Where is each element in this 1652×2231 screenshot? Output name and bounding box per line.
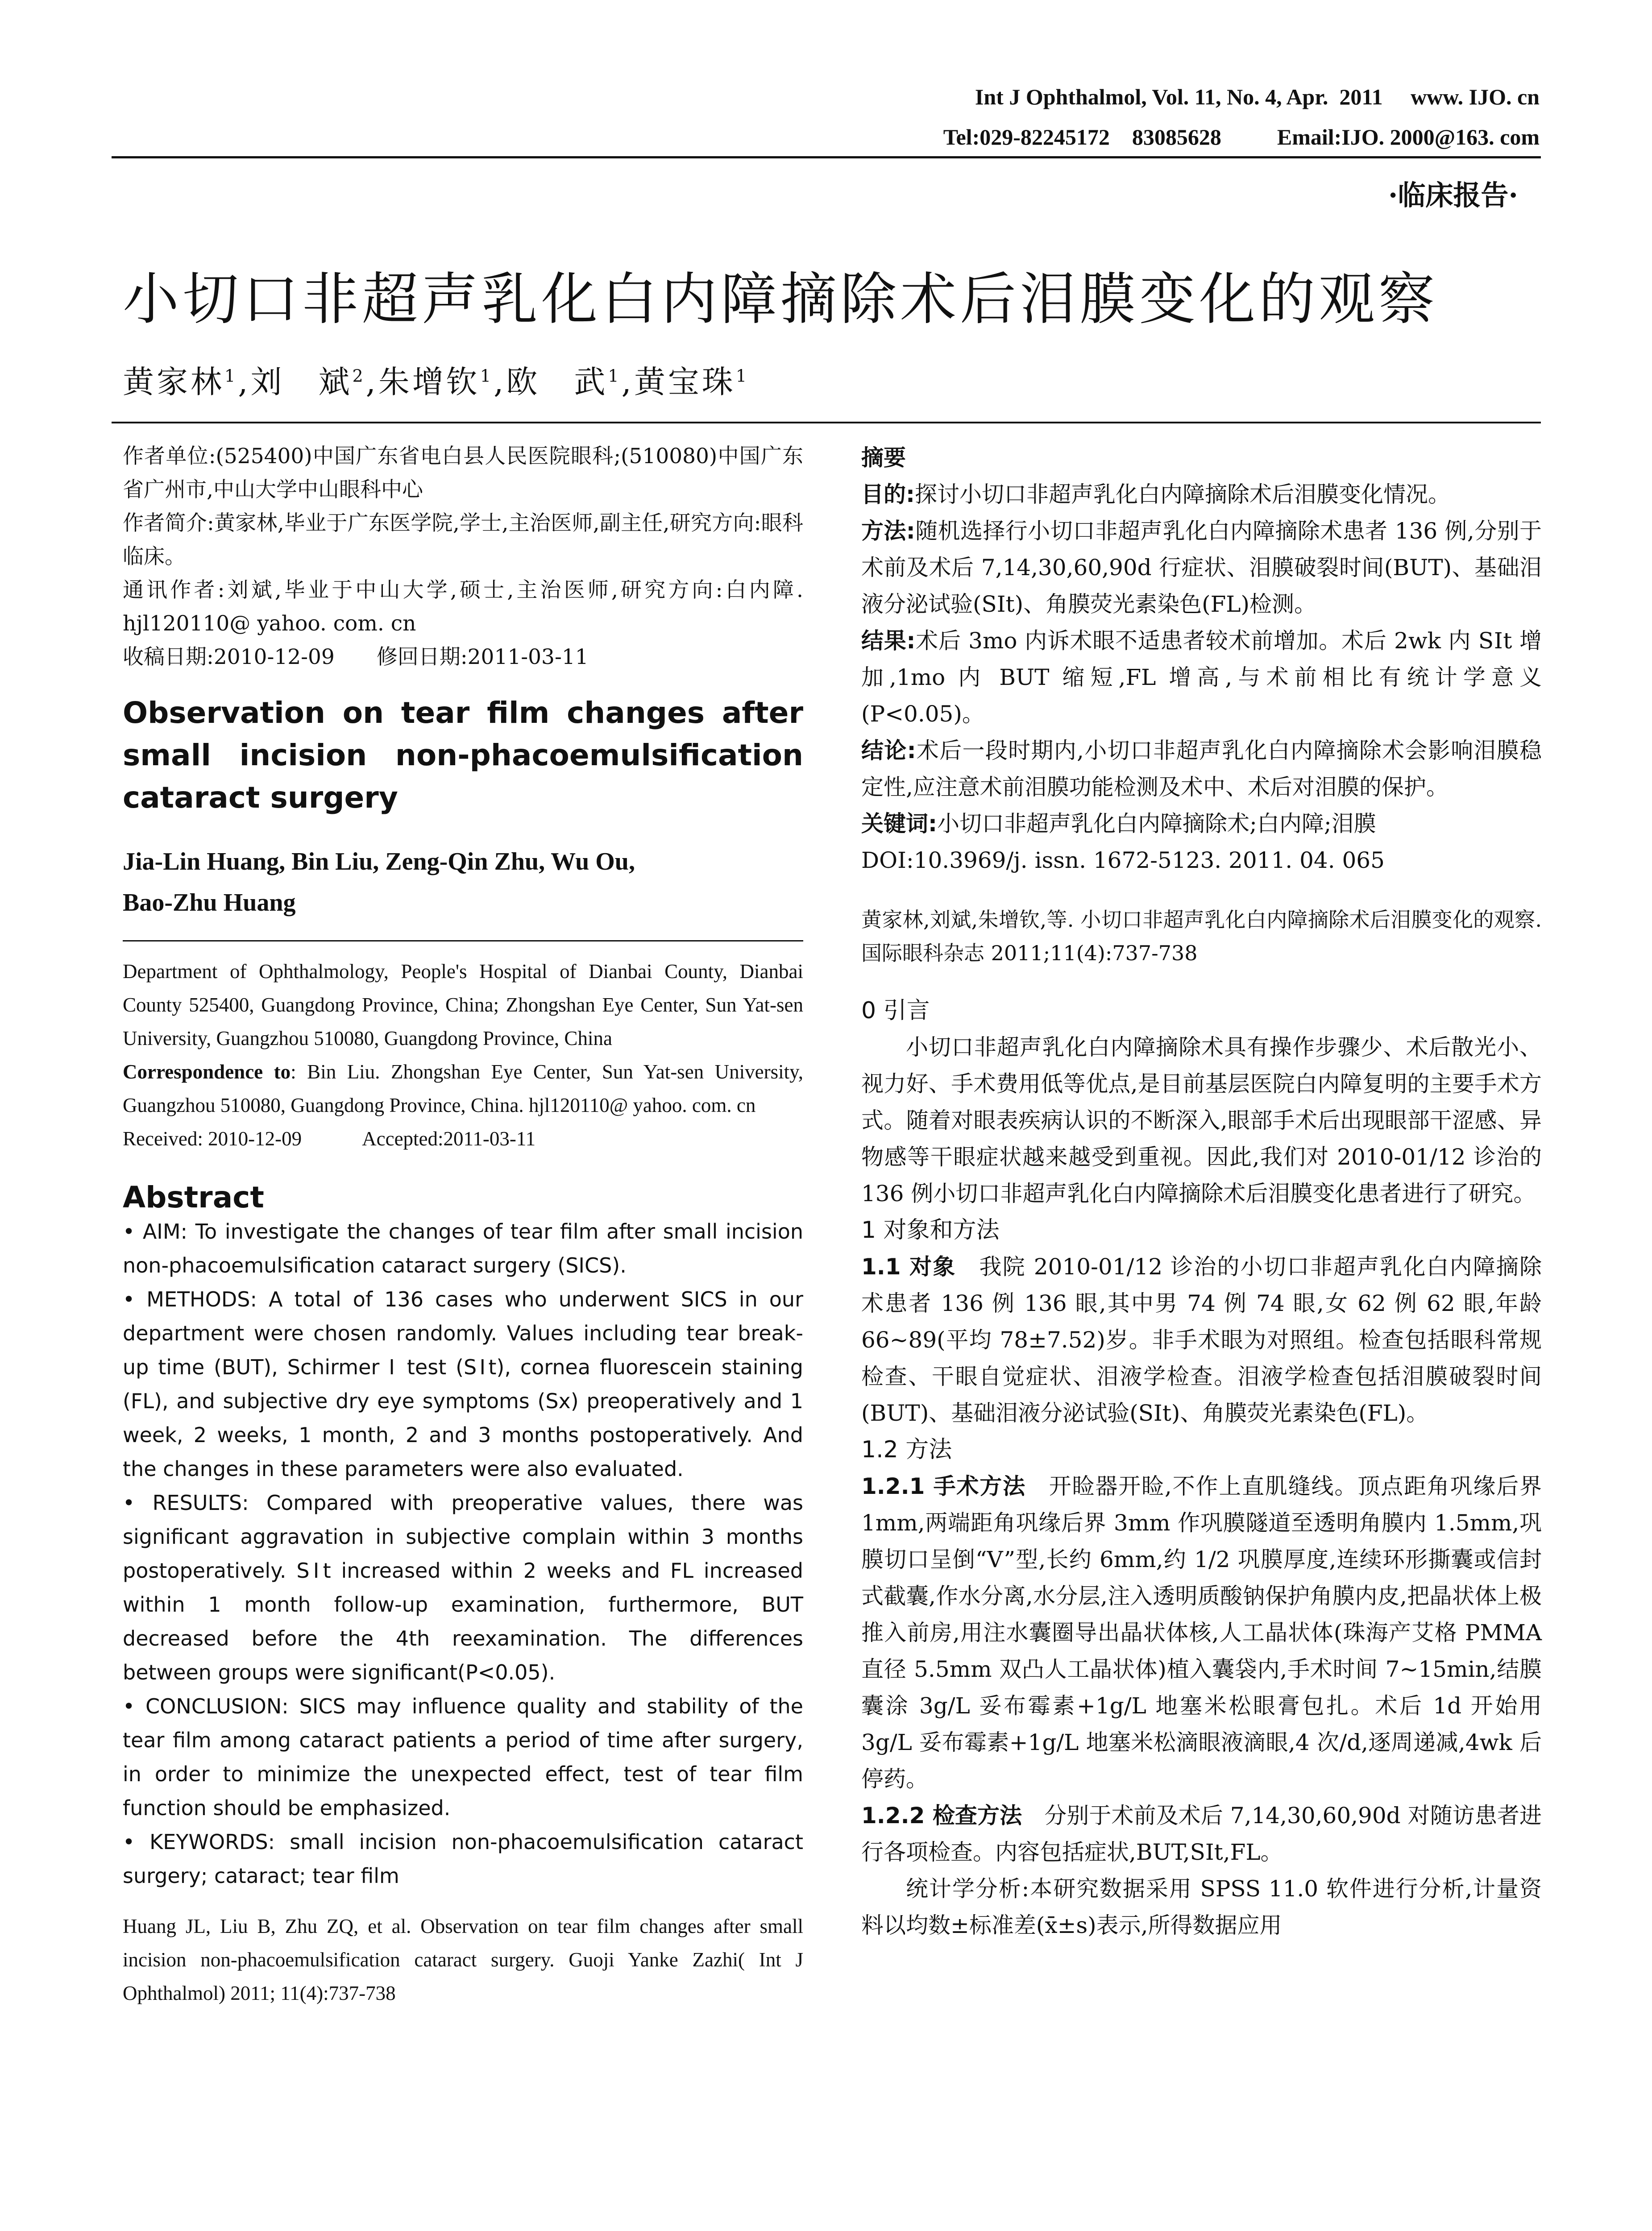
citation-cn: 黄家林,刘斌,朱增钦,等. 小切口非超声乳化白内障摘除术后泪膜变化的观察. 国际眼科杂志 2011;11(4):737-738 xyxy=(861,908,1542,965)
author-affiliation-mark: 1 xyxy=(224,366,238,386)
section12-heading: 1.2 方法 xyxy=(861,1436,952,1463)
conclusion-label: 结论: xyxy=(861,738,916,763)
abstract-results: • RESULTS: Compared with preoperative values, there was significant aggravation in subjective complain within 3 months postoperatively. SⅠt increased within 2 weeks and FL increased within 1 month follow-up examination, furthermore, BUT decreased before the 4th reexamination. The differences between groups were significant(P<0.05). xyxy=(123,1491,803,1684)
received-accepted: Received: 2010-12-09 Accepted:2011-03-11 xyxy=(123,1128,536,1150)
author-unit: 作者单位:(525400)中国广东省电白县人民医院眼科;(510080)中国广东省广州市,中山大学中山眼科中心 xyxy=(123,444,803,502)
section121-text: 开睑器开睑,不作上直肌缝线。顶点距角巩缘后界 1mm,两端距角巩缘后界 3mm 作巩膜隧道至透明角膜内 1.5mm,巩膜切口呈倒“V”型,长约 6mm,约 1/2 巩膜厚度,连续环形撕囊或信封式截囊,作水分离,水分层,注入透明质酸钠保护角膜内皮,把晶状体上极推入前房,用注水囊圈导出晶状体核,人工晶状体(珠海产艾格 PMMA 直径 5.5mm 双凸人工晶状体)植入囊袋内,手术时间 7~15min,结膜囊涂 3g/L 妥布霉素+1g/L 地塞米松眼膏包扎。术后 1d 开始用 3g/L 妥布霉素+1g/L 地塞米松滴眼液滴眼,4 次/d,逐周递减,4wk 后停药。 xyxy=(861,1473,1542,1792)
abstract-cn-label: 摘要 xyxy=(861,445,906,471)
keywords-text: 小切口非超声乳化白内障摘除术;白内障;泪膜 xyxy=(937,811,1376,837)
correspondence-text: : Bin Liu. Zhongshan Eye Center, Sun Yat-sen University, Guangzhou 510080, Guangdong Province, China. hjl120110@ yahoo. com. cn xyxy=(123,1061,803,1116)
author-bio: 作者简介:黄家林,毕业于广东医学院,学士,主治医师,副主任,研究方向:眼科临床。 xyxy=(123,511,803,569)
article-title: 小切口非超声乳化白内障摘除术后泪膜变化的观察 xyxy=(123,266,1438,332)
author-separator: , xyxy=(238,364,251,400)
journal-header-line1: Int J Ophthalmol, Vol. 11, No. 4, Apr. 2011 www. IJO. cn xyxy=(975,84,1540,109)
author-name-cn: 黄宝珠 xyxy=(634,364,736,400)
corresponding-author: 通讯作者:刘斌,毕业于中山大学,硕士,主治医师,研究方向:白内障. hjl120110@ yahoo. com. cn xyxy=(123,578,803,636)
section-label: ·临床报告· xyxy=(1388,179,1518,211)
title-rule xyxy=(112,422,1541,423)
results-text: 术后 3mo 内诉术眼不适患者较术前增加。术后 2wk 内 SⅠt 增加,1mo 内 BUT 缩短,FL 增高,与术前相比有统计学意义(P<0.05)。 xyxy=(861,628,1542,727)
section121-label: 1.2.1 手术方法 xyxy=(861,1473,1026,1499)
english-authors-line2: Bao-Zhu Huang xyxy=(123,889,296,916)
correspondence-label: Correspondence to xyxy=(123,1061,291,1083)
section11-label: 1.1 对象 xyxy=(861,1254,956,1280)
methods-label: 方法: xyxy=(861,518,915,544)
author-name-cn: 刘 斌 xyxy=(250,364,353,400)
abstract-keywords: • KEYWORDS: small incision non-phacoemulsification cataract surgery; cataract; tear film xyxy=(123,1830,803,1888)
author-affiliation-mark: 2 xyxy=(352,366,366,386)
keywords-paragraph xyxy=(861,805,1542,842)
author-affiliation-mark: 1 xyxy=(608,366,622,386)
author-affiliation-mark: 1 xyxy=(480,366,494,386)
objective-paragraph xyxy=(861,476,1542,513)
author-name-cn: 黄家林 xyxy=(123,364,224,400)
left-column xyxy=(123,440,803,2010)
author-separator: , xyxy=(494,364,506,400)
received-dates-cn: 收稿日期:2010-12-09 修回日期:2011-03-11 xyxy=(123,645,589,669)
intro-heading: 0 引言 xyxy=(861,997,930,1024)
author-name-cn: 欧 武 xyxy=(506,364,608,400)
section11-paragraph xyxy=(861,1248,1542,1431)
author-separator: , xyxy=(365,364,378,400)
header-rule xyxy=(112,156,1541,158)
section122-text: 分别于术前及术后 7,14,30,60,90d 对随访患者进行各项检查。内容包括症状,BUT,SⅠt,FL。 xyxy=(861,1803,1542,1865)
english-authors-line1: Jia-Lin Huang, Bin Liu, Zeng-Qin Zhu, Wu Ou, xyxy=(123,848,635,875)
abstract-heading: Abstract xyxy=(123,1180,264,1215)
abstract-conclusion: • CONCLUSION: SICS may influence quality and stability of the tear film among cataract patients a period of time after surgery, in order to minimize the unexpected effect, test of tear film function should be emphasized. xyxy=(123,1694,803,1820)
abstract-aim: • AIM: To investigate the changes of tear film after small incision non-phacoemulsification cataract surgery (SICS). xyxy=(123,1219,803,1277)
author-affiliation-mark: 1 xyxy=(735,366,749,386)
objective-text: 探讨小切口非超声乳化白内障摘除术后泪膜变化情况。 xyxy=(915,481,1450,507)
english-abstract xyxy=(123,1215,803,1893)
section122-paragraph xyxy=(861,1797,1542,1870)
right-column xyxy=(861,440,1542,1944)
results-paragraph xyxy=(861,622,1542,732)
results-label: 结果: xyxy=(861,628,916,654)
author-list-cn xyxy=(123,357,749,402)
correspondence xyxy=(123,1055,803,1122)
affiliation-divider xyxy=(123,940,803,941)
citation-english: Huang JL, Liu B, Zhu ZQ, et al. Observation on tear film changes after small incision non-phacoemulsification cataract surgery. Guoji Yanke Zazhi( Int J Ophthalmol) 2011; 11(4):737-738 xyxy=(123,1915,803,2004)
section122-label: 1.2.2 检查方法 xyxy=(861,1803,1022,1829)
intro-text: 小切口非超声乳化白内障摘除术具有操作步骤少、术后散光小、视力好、手术费用低等优点,是目前基层医院白内障复明的主要手术方式。随着对眼表疾病认识的不断深入,眼部手术后出现眼部干涩感、异物感等干眼症状越来越受到重视。因此,我们对 2010-01/12 诊治的 136 例小切口非超声乳化白内障摘除术后泪膜变化患者进行了研究。 xyxy=(861,1034,1542,1207)
objective-label: 目的: xyxy=(861,481,915,507)
english-authors xyxy=(123,841,803,923)
section1-heading: 1 对象和方法 xyxy=(861,1217,1000,1244)
author-name-cn: 朱增钦 xyxy=(378,364,480,400)
section121-paragraph xyxy=(861,1468,1542,1797)
journal-header-line2: Tel:029-82245172 83085628 Email:IJO. 2000@163. com xyxy=(943,124,1540,149)
keywords-label: 关键词: xyxy=(861,811,937,837)
statistics-text: 统计学分析:本研究数据采用 SPSS 11.0 软件进行分析,计量资料以均数±标准差(x̄±s)表示,所得数据应用 xyxy=(861,1876,1542,1938)
methods-paragraph xyxy=(861,513,1542,622)
affiliation: Department of Ophthalmology, People's Hospital of Dianbai County, Dianbai County 525400, Guangdong Province, China; Zhongshan Eye Center, Sun Yat-sen University, Guangzhou 510080, Guangdong Province, China xyxy=(123,960,803,1049)
english-title: Observation on tear film changes after small incision non-phacoemulsification cataract surgery xyxy=(123,696,803,815)
conclusion-text: 术后一段时期内,小切口非超声乳化白内障摘除术会影响泪膜稳定性,应注意术前泪膜功能检测及术中、术后对泪膜的保护。 xyxy=(861,738,1542,800)
doi: DOI:10.3969/j. issn. 1672-5123. 2011. 04. 065 xyxy=(861,847,1385,873)
section11-text: 我院 2010-01/12 诊治的小切口非超声乳化白内障摘除术患者 136 例 136 眼,其中男 74 例 74 眼,女 62 例 62 眼,年龄 66~89(平均 78±7.52)岁。非手术眼为对照组。检查包括眼科常规检查、干眼自觉症状、泪液学检查。泪液学检查包括泪膜破裂时间(BUT)、基础泪液分泌试验(SⅠt)、角膜荧光素染色(FL)。 xyxy=(861,1254,1542,1426)
conclusion-paragraph xyxy=(861,732,1542,805)
author-separator: , xyxy=(621,364,634,400)
methods-text: 随机选择行小切口非超声乳化白内障摘除术患者 136 例,分别于术前及术后 7,14,30,60,90d 行症状、泪膜破裂时间(BUT)、基础泪液分泌试验(SⅠt)、角膜荧光素染色(FL)检测。 xyxy=(861,518,1542,617)
abstract-methods: • METHODS: A total of 136 cases who underwent SICS in our department were chosen randomly. Values including tear break-up time (BUT), Schirmer Ⅰ test (SⅠt), cornea fluorescein staining (FL), and subjective dry eye symptoms (Sx) preoperatively and 1 week, 2 weeks, 1 month, 2 and 3 months postoperatively. And the changes in these parameters were also evaluated. xyxy=(123,1287,803,1481)
